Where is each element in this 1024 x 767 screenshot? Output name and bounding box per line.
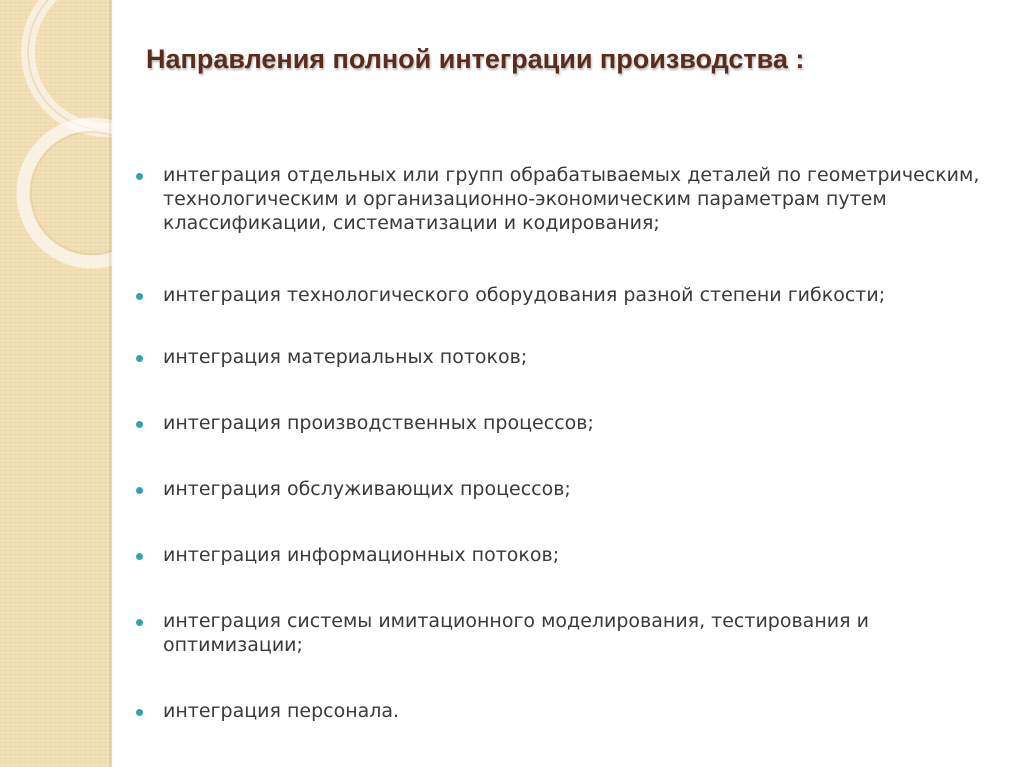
bullet-icon — [136, 173, 143, 180]
list-item-text: интеграция информационных потоков; — [163, 544, 560, 566]
side-band-edge — [109, 0, 113, 767]
list-item-text: интеграция технологического оборудования разной степени гибкости; — [163, 284, 886, 306]
list-item — [132, 477, 992, 501]
list-item — [132, 163, 992, 241]
list-item-text: интеграция производственных процессов; — [163, 412, 594, 434]
decorative-side-band — [0, 0, 112, 767]
bullet-icon — [136, 487, 143, 494]
list-item-text: интеграция системы имитационного моделирования, тестирования и оптимизации; — [163, 610, 869, 656]
bullet-icon — [136, 421, 143, 428]
list-item — [132, 345, 992, 369]
list-item — [132, 699, 992, 723]
list-item-text: интеграция персонала. — [163, 700, 400, 722]
list-item — [132, 609, 992, 657]
list-item-text: интеграция обслуживающих процессов; — [163, 478, 571, 500]
bullet-icon — [136, 553, 143, 560]
list-item-text: интеграция отдельных или групп обрабатываемых деталей по геометрическим, технологическим и организационно-экономическим параметрам путем классификации, систематизации и кодирования; — [163, 164, 980, 234]
list-item — [132, 283, 992, 307]
list-item-text: интеграция материальных потоков; — [163, 346, 528, 368]
slide-title: Направления полной интеграции производства : — [146, 44, 805, 74]
bullet-icon — [136, 355, 143, 362]
list-item — [132, 411, 992, 435]
decorative-rings — [0, 0, 112, 767]
list-item — [132, 543, 992, 567]
bullet-icon — [136, 709, 143, 716]
bullet-icon — [136, 619, 143, 626]
bullet-list — [132, 163, 992, 723]
bullet-icon — [136, 293, 143, 300]
